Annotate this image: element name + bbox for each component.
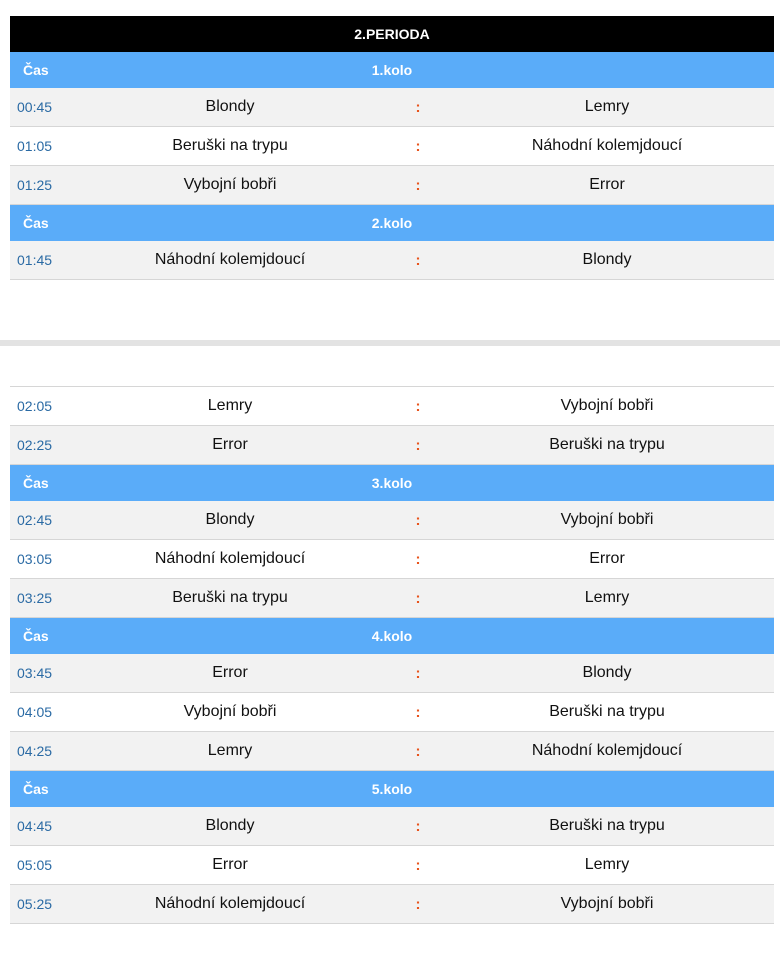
away-team: Beruški na trypu	[549, 436, 665, 453]
round-header-3	[10, 465, 774, 501]
schedule-table-part-1	[10, 16, 774, 280]
home-team: Náhodní kolemjdoucí	[154, 895, 306, 912]
match-time: 05:05	[17, 857, 53, 873]
round-header-1	[10, 52, 774, 88]
round-header-5	[10, 771, 774, 807]
score-separator: :	[415, 589, 421, 607]
section-divider	[0, 340, 780, 346]
away-team: Beruški na trypu	[549, 817, 665, 834]
score-separator: :	[415, 856, 421, 874]
away-team: Beruški na trypu	[549, 703, 665, 720]
round-label: 2.kolo	[371, 215, 413, 231]
match-time: 02:25	[17, 437, 53, 453]
score-separator: :	[415, 817, 421, 835]
match-row	[10, 501, 774, 540]
away-team: Blondy	[582, 664, 632, 681]
schedule-table-part-2	[10, 387, 774, 924]
home-team: Blondy	[205, 817, 255, 834]
match-row	[10, 579, 774, 618]
away-team: Náhodní kolemjdoucí	[531, 137, 683, 154]
score-separator: :	[415, 176, 421, 194]
round-label: 5.kolo	[371, 781, 413, 797]
match-time: 03:45	[17, 665, 53, 681]
home-team: Blondy	[205, 98, 255, 115]
away-team: Vybojní bobři	[560, 397, 654, 414]
round-header-2	[10, 205, 774, 241]
away-team: Blondy	[582, 251, 632, 268]
away-team: Error	[589, 176, 625, 193]
home-team: Náhodní kolemjdoucí	[154, 550, 306, 567]
match-row	[10, 426, 774, 465]
score-separator: :	[415, 703, 421, 721]
away-team: Lemry	[584, 98, 630, 115]
score-separator: :	[415, 550, 421, 568]
score-separator: :	[415, 742, 421, 760]
score-separator: :	[415, 436, 421, 454]
away-team: Vybojní bobři	[560, 511, 654, 528]
round-label: 1.kolo	[371, 62, 413, 78]
match-row	[10, 732, 774, 771]
match-time: 05:25	[17, 896, 53, 912]
score-separator: :	[415, 895, 421, 913]
match-row	[10, 166, 774, 205]
match-time: 03:05	[17, 551, 53, 567]
match-time: 04:25	[17, 743, 53, 759]
away-team: Vybojní bobři	[560, 895, 654, 912]
match-row	[10, 127, 774, 166]
home-team: Error	[212, 856, 248, 873]
match-row	[10, 654, 774, 693]
round-label: 4.kolo	[371, 628, 413, 644]
home-team: Beruški na trypu	[172, 137, 288, 154]
time-column-header: Čas	[23, 628, 49, 644]
match-time: 02:05	[17, 398, 53, 414]
home-team: Error	[212, 436, 248, 453]
score-separator: :	[415, 98, 421, 116]
score-separator: :	[415, 137, 421, 155]
away-team: Náhodní kolemjdoucí	[531, 742, 683, 759]
match-time: 01:05	[17, 138, 53, 154]
home-team: Beruški na trypu	[172, 589, 288, 606]
away-team: Lemry	[584, 589, 630, 606]
period-title: 2.PERIODA	[354, 26, 430, 42]
match-time: 02:45	[17, 512, 53, 528]
match-time: 00:45	[17, 99, 53, 115]
home-team: Error	[212, 664, 248, 681]
match-time: 01:25	[17, 177, 53, 193]
match-row	[10, 846, 774, 885]
round-label: 3.kolo	[371, 475, 413, 491]
round-header-4	[10, 618, 774, 654]
match-row	[10, 387, 774, 426]
time-column-header: Čas	[23, 475, 49, 491]
home-team: Vybojní bobři	[183, 176, 277, 193]
time-column-header: Čas	[23, 215, 49, 231]
match-time: 03:25	[17, 590, 53, 606]
home-team: Lemry	[207, 397, 253, 414]
time-column-header: Čas	[23, 781, 49, 797]
home-team: Lemry	[207, 742, 253, 759]
match-row	[10, 540, 774, 579]
match-row	[10, 241, 774, 280]
match-time: 04:05	[17, 704, 53, 720]
match-row	[10, 88, 774, 127]
score-separator: :	[415, 251, 421, 269]
period-header	[10, 16, 774, 52]
match-row	[10, 885, 774, 924]
home-team: Blondy	[205, 511, 255, 528]
away-team: Lemry	[584, 856, 630, 873]
match-row	[10, 807, 774, 846]
score-separator: :	[415, 511, 421, 529]
home-team: Vybojní bobři	[183, 703, 277, 720]
home-team: Náhodní kolemjdoucí	[154, 251, 306, 268]
match-row	[10, 693, 774, 732]
away-team: Error	[589, 550, 625, 567]
score-separator: :	[415, 664, 421, 682]
match-time: 04:45	[17, 818, 53, 834]
match-time: 01:45	[17, 252, 53, 268]
time-column-header: Čas	[23, 62, 49, 78]
score-separator: :	[415, 397, 421, 415]
